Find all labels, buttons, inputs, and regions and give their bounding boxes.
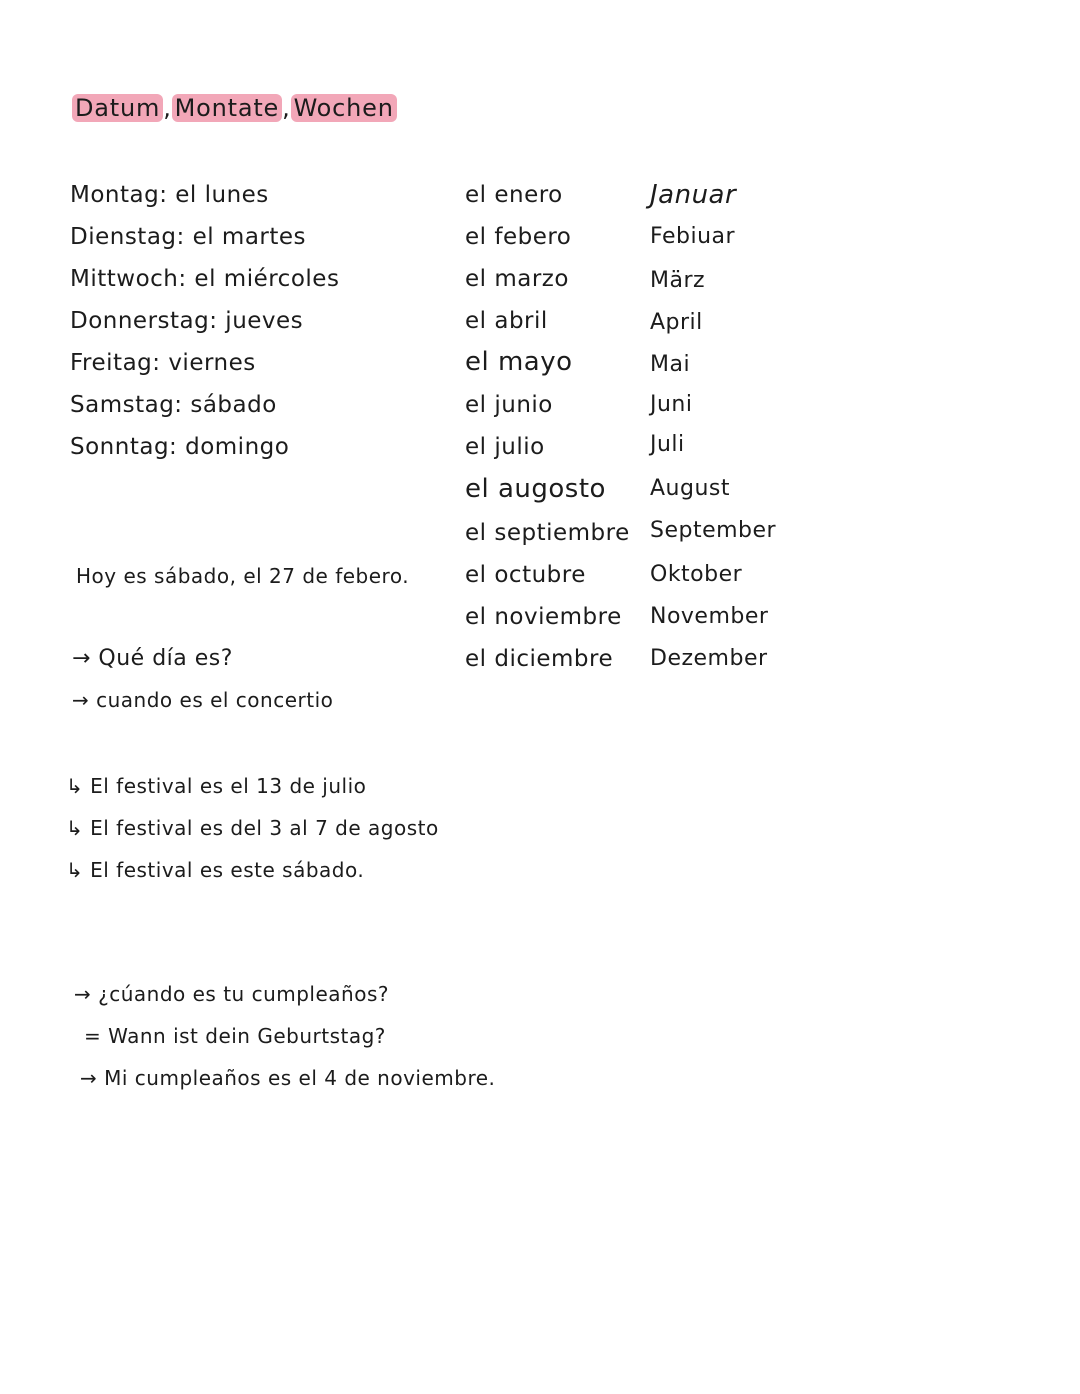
month-es-august: el augosto bbox=[465, 474, 606, 504]
page-title bbox=[72, 96, 397, 120]
day-monday: Montag: el lunes bbox=[70, 182, 269, 208]
month-de-june: Juni bbox=[650, 392, 693, 417]
month-de-november: November bbox=[650, 604, 769, 629]
example-date-sentence: Hoy es sábado, el 27 de febero. bbox=[76, 564, 410, 588]
question-what-day: → Qué día es? bbox=[72, 646, 233, 671]
birthday-translation: = Wann ist dein Geburtstag? bbox=[84, 1024, 386, 1048]
month-de-january: Januar bbox=[650, 180, 737, 210]
day-wednesday: Mittwoch: el miércoles bbox=[70, 266, 340, 292]
month-es-march: el marzo bbox=[465, 266, 569, 292]
month-es-october: el octubre bbox=[465, 562, 586, 588]
month-es-january: el enero bbox=[465, 182, 563, 208]
month-es-july: el julio bbox=[465, 434, 545, 460]
day-saturday: Samstag: sábado bbox=[70, 392, 277, 418]
month-de-may: Mai bbox=[650, 352, 691, 377]
day-friday: Freitag: viernes bbox=[70, 350, 256, 376]
day-tuesday: Dienstag: el martes bbox=[70, 224, 307, 250]
question-when-concert: → cuando es el concertio bbox=[72, 688, 334, 712]
month-es-december: el diciembre bbox=[465, 646, 614, 672]
birthday-answer: → Mi cumpleaños es el 4 de noviembre. bbox=[80, 1066, 496, 1090]
month-de-july: Juli bbox=[650, 432, 685, 457]
month-de-september: September bbox=[650, 518, 777, 543]
title-word-datum: Datum bbox=[72, 94, 163, 122]
day-thursday: Donnerstag: jueves bbox=[70, 308, 304, 334]
month-es-september: el septiembre bbox=[465, 520, 630, 546]
birthday-question: → ¿cúando es tu cumpleaños? bbox=[74, 982, 389, 1006]
month-es-april: el abril bbox=[465, 308, 548, 334]
month-de-august: August bbox=[650, 476, 730, 501]
title-word-wochen: Wochen bbox=[291, 94, 397, 122]
title-comma-2: , bbox=[282, 94, 291, 122]
festival-example-1: ↳ El festival es el 13 de julio bbox=[66, 774, 367, 798]
festival-example-2: ↳ El festival es del 3 al 7 de agosto bbox=[66, 816, 439, 840]
title-comma-1: , bbox=[163, 94, 172, 122]
month-es-june: el junio bbox=[465, 392, 553, 418]
day-sunday: Sonntag: domingo bbox=[70, 434, 290, 460]
month-es-february: el febero bbox=[465, 224, 572, 250]
festival-example-3: ↳ El festival es este sábado. bbox=[66, 858, 365, 882]
month-de-april: April bbox=[650, 310, 703, 335]
title-word-montate: Montate bbox=[172, 94, 283, 122]
month-es-november: el noviembre bbox=[465, 604, 622, 630]
month-de-march: März bbox=[650, 268, 706, 293]
month-de-february: Febiuar bbox=[650, 224, 736, 249]
month-es-may: el mayo bbox=[465, 347, 573, 377]
month-de-december: Dezember bbox=[650, 646, 768, 671]
month-de-october: Oktober bbox=[650, 562, 743, 587]
